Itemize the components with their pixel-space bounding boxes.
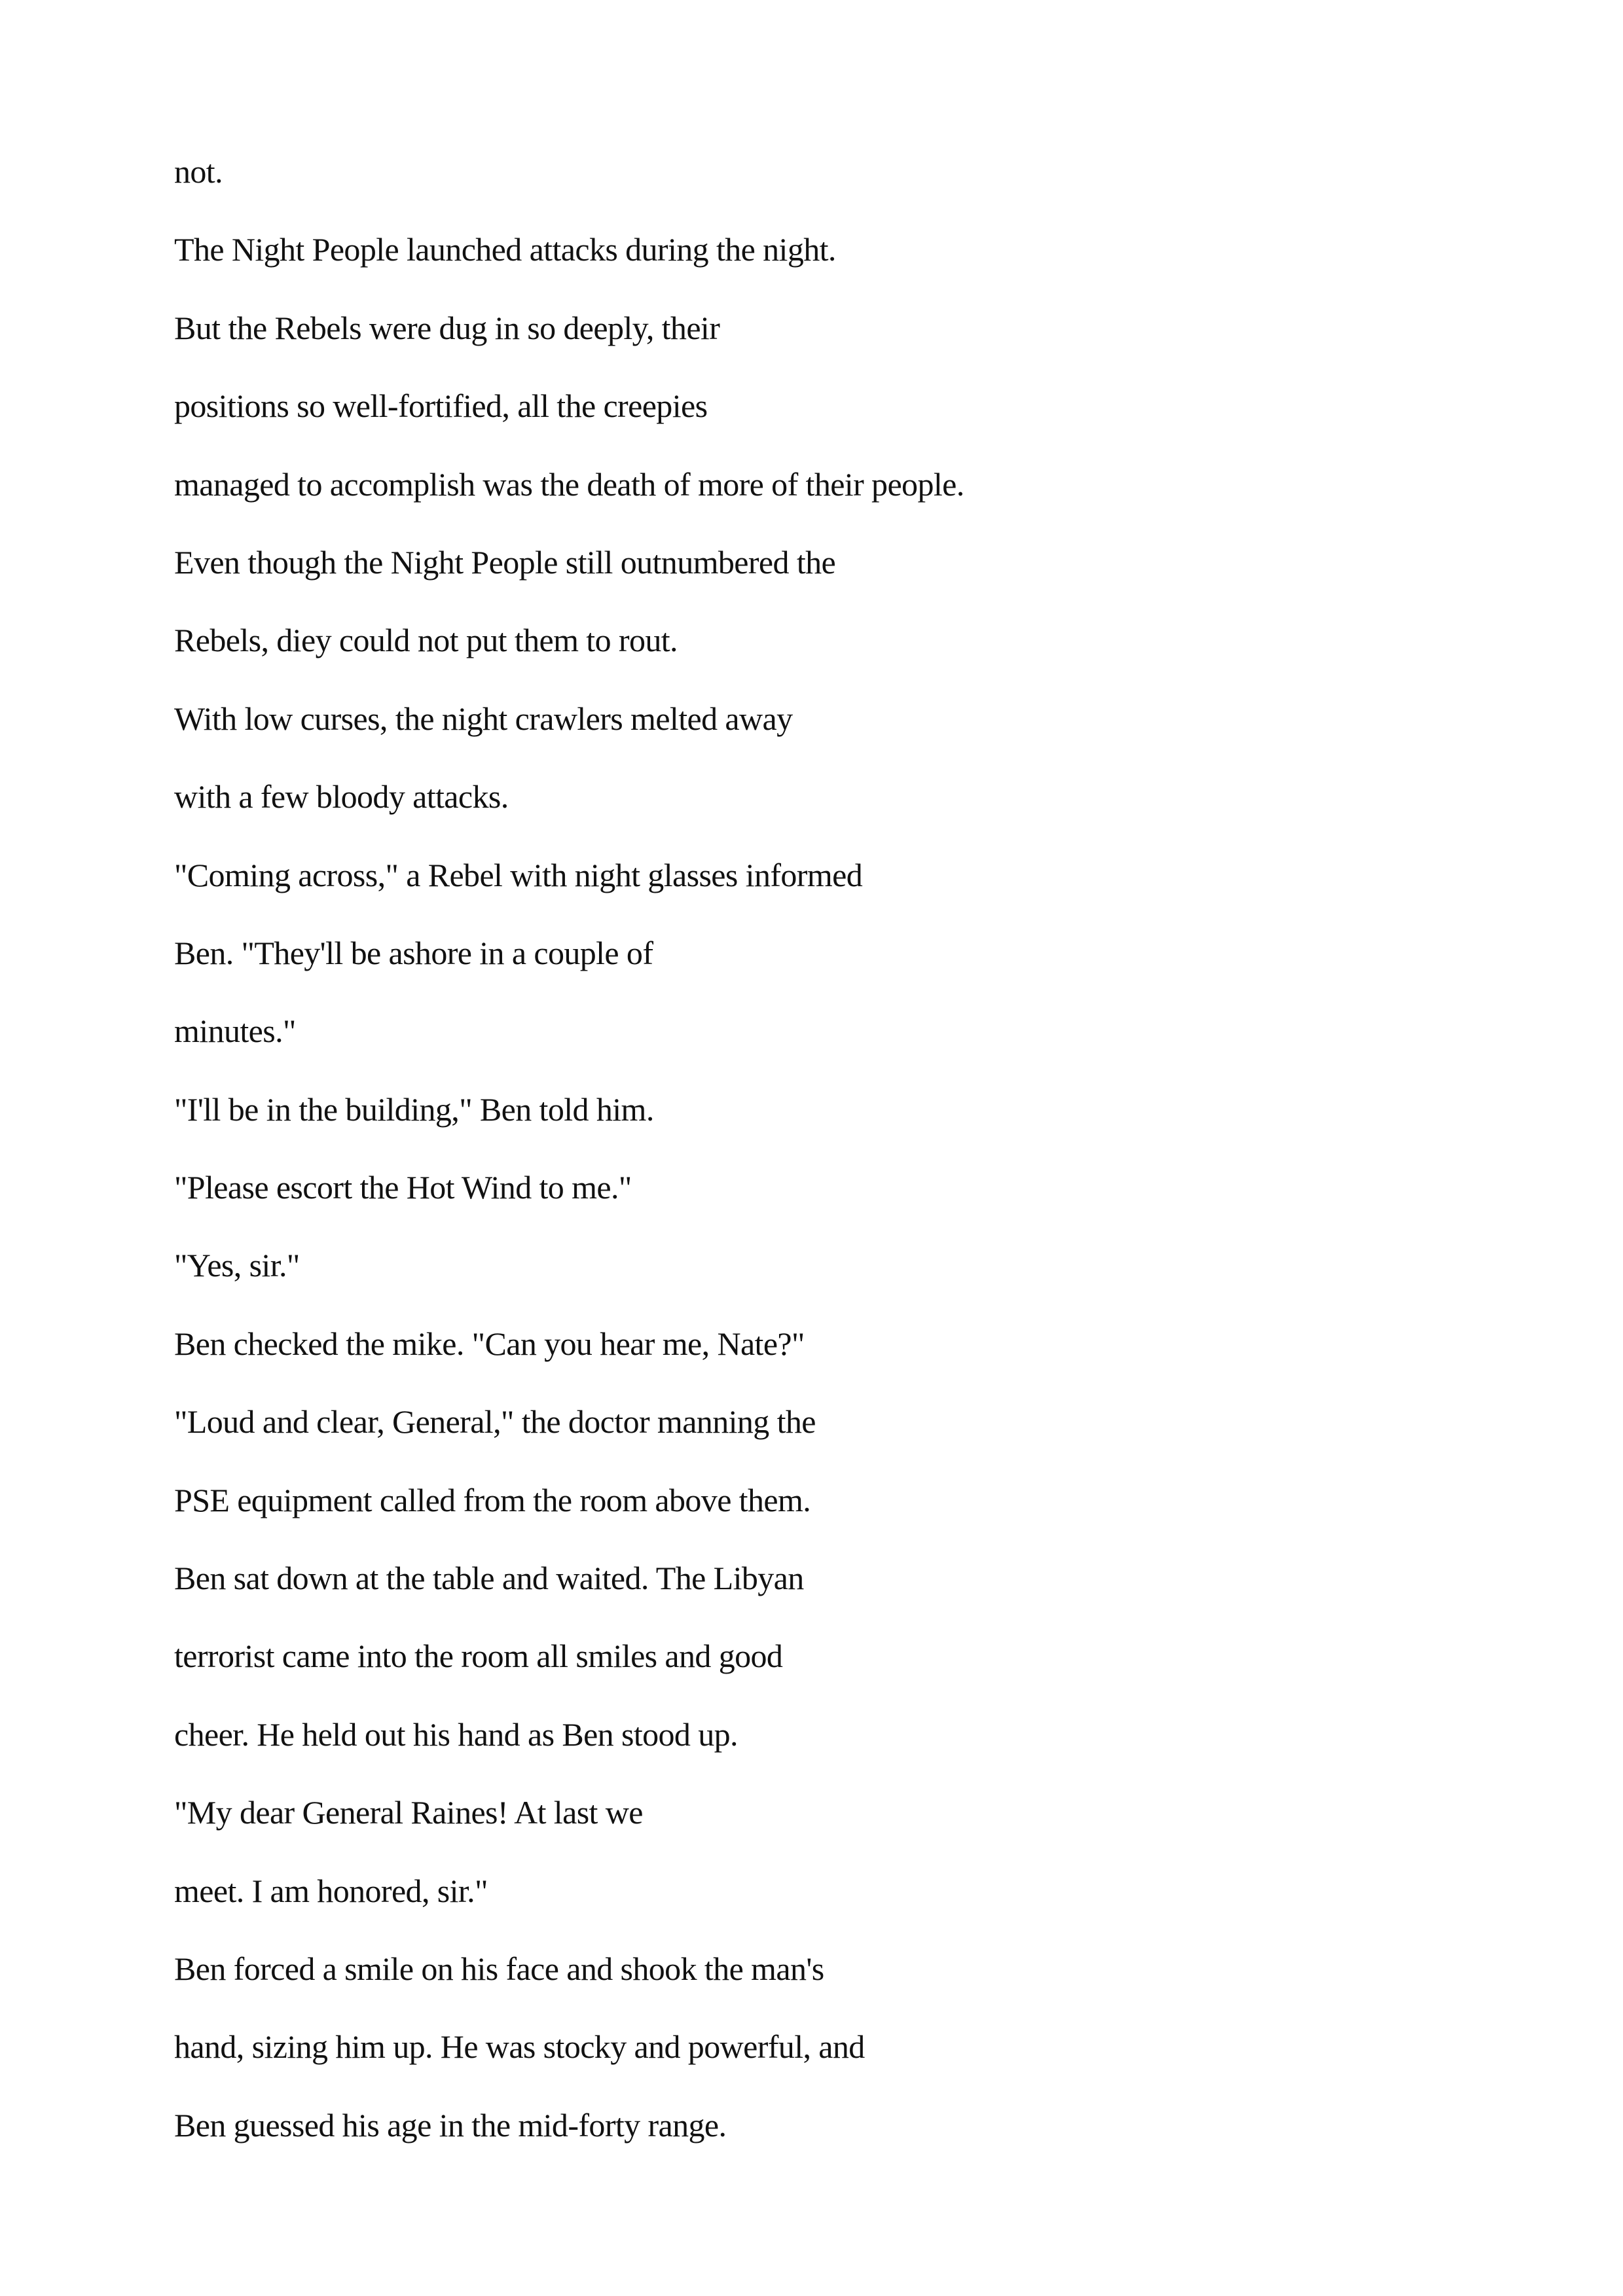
text-line: Ben guessed his age in the mid-forty range.: [174, 2106, 727, 2144]
text-line: meet. I am honored, sir.": [174, 1872, 488, 1909]
text-line: not.: [174, 153, 223, 190]
text-line: "Yes, sir.": [174, 1247, 300, 1284]
text-line: Rebels, diey could not put them to rout.: [174, 622, 678, 659]
text-line: With low curses, the night crawlers melted away: [174, 700, 793, 737]
text-line: "Coming across," a Rebel with night glasses informed: [174, 856, 863, 893]
text-line: Even though the Night People still outnumbered the: [174, 543, 836, 581]
text-line: Ben checked the mike. "Can you hear me, Nate?": [174, 1325, 805, 1362]
text-line: "My dear General Raines! At last we: [174, 1794, 643, 1831]
text-line: "Loud and clear, General," the doctor manning the: [174, 1403, 816, 1441]
text-line: But the Rebels were dug in so deeply, their: [174, 309, 720, 346]
text-line: positions so well-fortified, all the creepies: [174, 387, 708, 425]
text-line: terrorist came into the room all smiles and good: [174, 1638, 783, 1675]
text-line: minutes.": [174, 1013, 296, 1050]
text-line: with a few bloody attacks.: [174, 778, 509, 816]
text-line: cheer. He held out his hand as Ben stood up.: [174, 1715, 738, 1753]
text-line: Ben. "They'll be ashore in a couple of: [174, 934, 653, 971]
text-line: PSE equipment called from the room above them.: [174, 1481, 811, 1518]
text-line: "I'll be in the building," Ben told him.: [174, 1090, 654, 1128]
text-line: hand, sizing him up. He was stocky and powerful, and: [174, 2028, 865, 2066]
text-line: "Please escort the Hot Wind to me.": [174, 1169, 632, 1206]
text-line: Ben sat down at the table and waited. The Libyan: [174, 1560, 804, 1597]
text-line: The Night People launched attacks during the night.: [174, 231, 836, 268]
text-line: managed to accomplish was the death of more of their people.: [174, 465, 964, 503]
text-line: Ben forced a smile on his face and shook the man's: [174, 1950, 824, 1987]
body-text: [174, 152, 1484, 2183]
